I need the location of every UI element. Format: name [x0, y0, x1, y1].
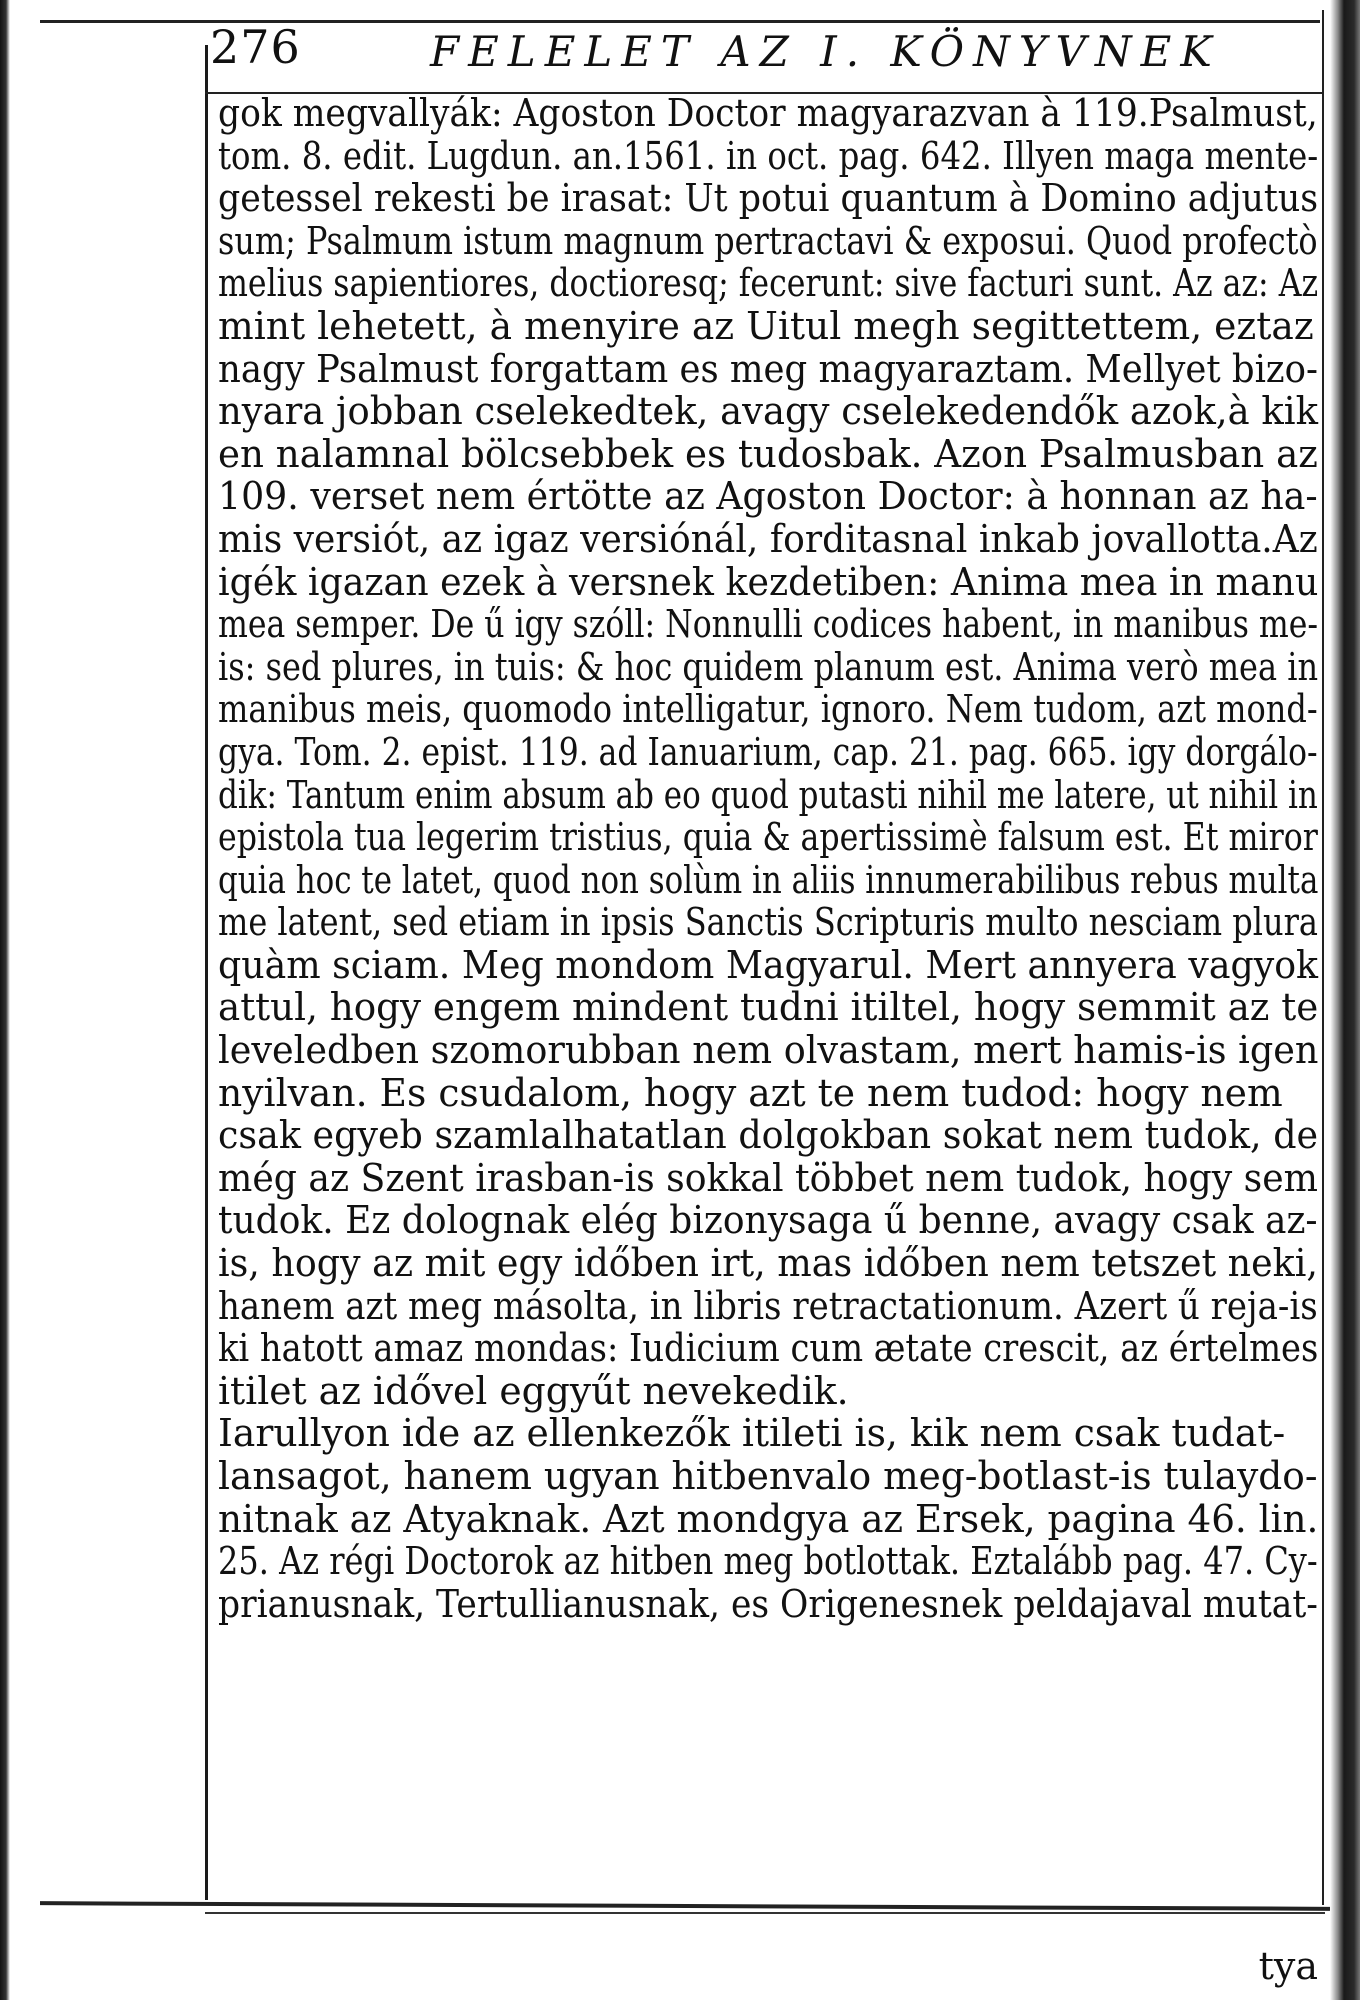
left-page-edge — [0, 0, 10, 2000]
text-line: attul, hogy engem mindent tudni itiltel, hogy semmit az te — [218, 985, 1319, 1030]
text-line: csak egyeb szamlalhatatlan dolgokban sokat nem tudok, de — [218, 1113, 1319, 1158]
body-text — [218, 92, 1328, 1625]
text-line: dik: Tantum enim absum ab eo quod putasti nihil me latere, ut nihil in — [218, 772, 1318, 817]
text-line: mea semper. De ű igy szóll: Nonnulli codices habent, in manibus me- — [218, 602, 1319, 647]
text-line: nyilvan. Es csudalom, hogy azt te nem tudod: hogy nem — [218, 1070, 1283, 1115]
text-line: 109. verset nem értötte az Agoston Doctor: à honnan az ha- — [218, 474, 1318, 519]
text-line: quia hoc te latet, quod non solùm in aliis innumerabilibus rebus multa — [218, 857, 1319, 902]
text-line: epistola tua legerim tristius, quia & apertissimè falsum est. Et miror — [218, 815, 1318, 860]
text-line: me latent, sed etiam in ipsis Sanctis Scripturis multo nesciam plura — [218, 900, 1318, 945]
text-line: manibus meis, quomodo intelligatur, ignoro. Nem tudom, azt mond- — [218, 687, 1318, 732]
text-line: tom. 8. edit. Lugdun. an.1561. in oct. pag. 642. Illyen maga mente- — [218, 133, 1319, 178]
text-line: nyara jobban cselekedtek, avagy cselekedendők azok,à kik — [218, 389, 1318, 434]
text-line: is: sed plures, in tuis: & hoc quidem planum est. Anima verò mea in — [218, 644, 1319, 689]
text-line: nitnak az Atyaknak. Azt mondgya az Ersek, pagina 46. lin. — [218, 1496, 1319, 1541]
text-line: leveledben szomorubban nem olvastam, mert hamis-is igen — [218, 1028, 1319, 1073]
text-line: is, hogy az mit egy időben irt, mas időben nem tetszet neki, — [218, 1241, 1318, 1286]
text-line: mis versiót, az igaz versiónál, forditasnal inkab jovallotta.Az — [218, 516, 1318, 561]
text-line: prianusnak, Tertullianusnak, es Origenesnek peldajaval mutat- — [218, 1581, 1318, 1626]
text-line: igék igazan ezek à versnek kezdetiben: Anima mea in manu — [218, 559, 1319, 604]
text-line: Iarullyon ide az ellenkezők itileti is, kik nem csak tudat- — [218, 1411, 1286, 1456]
text-line: nagy Psalmust forgattam es meg magyaraztam. Mellyet bizo- — [218, 346, 1318, 391]
right-binding-gutter — [1330, 0, 1360, 2000]
text-line: melius sapientiores, doctioresq; fecerunt: sive facturi sunt. Az az: Az — [218, 261, 1319, 306]
text-line: itilet az idővel eggyűt nevekedik. — [218, 1368, 849, 1413]
text-line: gya. Tom. 2. epist. 119. ad Ianuarium, cap. 21. pag. 665. igy dorgálo- — [218, 729, 1318, 774]
text-line: mint lehetett, à menyire az Uitul megh segittettem, eztaz — [218, 303, 1314, 348]
text-line: még az Szent irasban-is sokkal többet nem tudok, hogy sem — [218, 1155, 1318, 1200]
page-number: 276 — [210, 20, 301, 74]
text-line: tudok. Ez dolognak elég bizonysaga ű benne, avagy csak az- — [218, 1198, 1318, 1243]
text-line: hanem azt meg másolta, in libris retractationum. Azert ű reja-is — [218, 1283, 1318, 1328]
text-line: quàm sciam. Meg mondom Magyarul. Mert annyera vagyok — [218, 942, 1319, 987]
text-block-left-rule — [205, 45, 208, 1900]
text-line: en nalamnal bölcsebbek es tudosbak. Azon Psalmusban az — [218, 431, 1318, 476]
text-line: getessel rekesti be irasat: Ut potui quantum à Domino adjutus — [218, 176, 1319, 221]
text-line: 25. Az régi Doctorok az hitben meg botlottak. Eztalább pag. 47. Cy- — [218, 1539, 1318, 1584]
text-line: ki hatott amaz mondas: Iudicium cum ætate crescit, az értelmes — [218, 1326, 1319, 1371]
bottom-inner-rule — [205, 1912, 1325, 1914]
running-title: FELELET AZ I. KÖNYVNEK — [430, 27, 1221, 76]
text-line: lansagot, hanem ugyan hitbenvalo meg-botlast-is tulaydo- — [218, 1454, 1318, 1498]
text-line: sum; Psalmum istum magnum pertractavi & exposui. Quod profectò — [218, 218, 1318, 263]
catchword: tya — [1258, 1944, 1318, 1988]
text-line: gok megvallyák: Agoston Doctor magyarazvan à 119.Psalmust, — [218, 91, 1318, 135]
bottom-rule — [40, 1901, 1330, 1911]
